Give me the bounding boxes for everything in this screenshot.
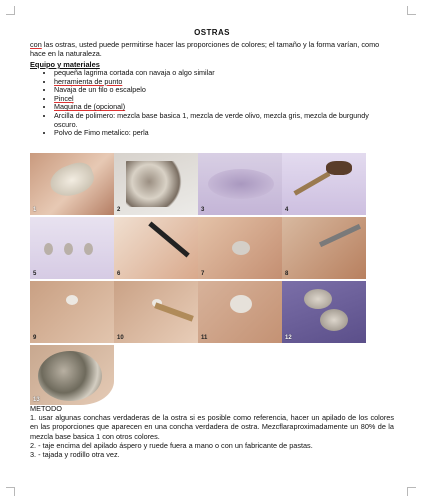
- crop-mark-top-right: [407, 6, 416, 15]
- photo-step: 13: [30, 345, 114, 405]
- document-page: [30, 28, 394, 138]
- equipment-item: • Arcilla de polimero: mezcla base basica 1, mezcla de verde olivo, mezcla gris, mezcla de burgundy oscuro.: [54, 112, 394, 129]
- photo-row: [30, 217, 366, 279]
- photo-step: 6: [114, 217, 198, 279]
- photo-step: 12: [282, 281, 366, 343]
- photo-step: 2: [114, 153, 198, 215]
- method-step-2: 2. - taje encima del apilado áspero y ruede fuera a mano o con un fabricante de pastas.: [30, 440, 313, 450]
- photo-step: 1: [30, 153, 114, 215]
- equipment-list: [30, 69, 394, 138]
- photo-step: 4: [282, 153, 366, 215]
- photo-step: 10: [114, 281, 198, 343]
- crop-mark-top-left: [6, 6, 15, 15]
- equipment-item: • Navaja de un filo o escalpelo: [54, 86, 394, 95]
- photo-row: [30, 153, 366, 215]
- method-step-3: 3. - tajada y rodillo otra vez.: [30, 450, 120, 460]
- equipment-item: • herramienta de punto: [54, 78, 394, 87]
- method-section: [30, 404, 394, 459]
- equipment-item: • Maquina de (opcional): [54, 103, 394, 112]
- equipment-item: • Pincel: [54, 95, 394, 104]
- equipment-heading: Equipo y materiales: [30, 60, 100, 69]
- crop-mark-bottom-right: [407, 487, 416, 496]
- crop-mark-bottom-left: [6, 487, 15, 496]
- photo-step: 5: [30, 217, 114, 279]
- photo-grid: [30, 153, 366, 345]
- page-title: OSTRAS: [194, 28, 230, 37]
- photo-step: 7: [198, 217, 282, 279]
- photo-step: 9: [30, 281, 114, 343]
- equipment-item: • Polvo de Fimo metalico: perla: [54, 129, 394, 138]
- intro-text: las ostras, usted puede permitirse hacer las proporciones de colores; el tamaño y la forma varían, como hace en la naturaleza.: [30, 40, 380, 58]
- intro-paragraph: [30, 40, 394, 58]
- method-heading: METODO: [30, 404, 62, 413]
- photo-step: 11: [198, 281, 282, 343]
- intro-first-word: con: [30, 40, 42, 49]
- photo-step: 8: [282, 217, 366, 279]
- photo-row: [30, 281, 366, 343]
- photo-step: 3: [198, 153, 282, 215]
- equipment-item: • pequeña lagrima cortada con navaja o algo similar: [54, 69, 394, 78]
- method-step-1: 1. usar algunas conchas verdaderas de la ostra si es posible como referencia, hacer un apilado de los colores en las proporciones que aparecen en una concha verdadera de ostra. Mezcflaraproximadamente un 80% de la mezcla base basica 1 con otros colores.: [30, 413, 394, 441]
